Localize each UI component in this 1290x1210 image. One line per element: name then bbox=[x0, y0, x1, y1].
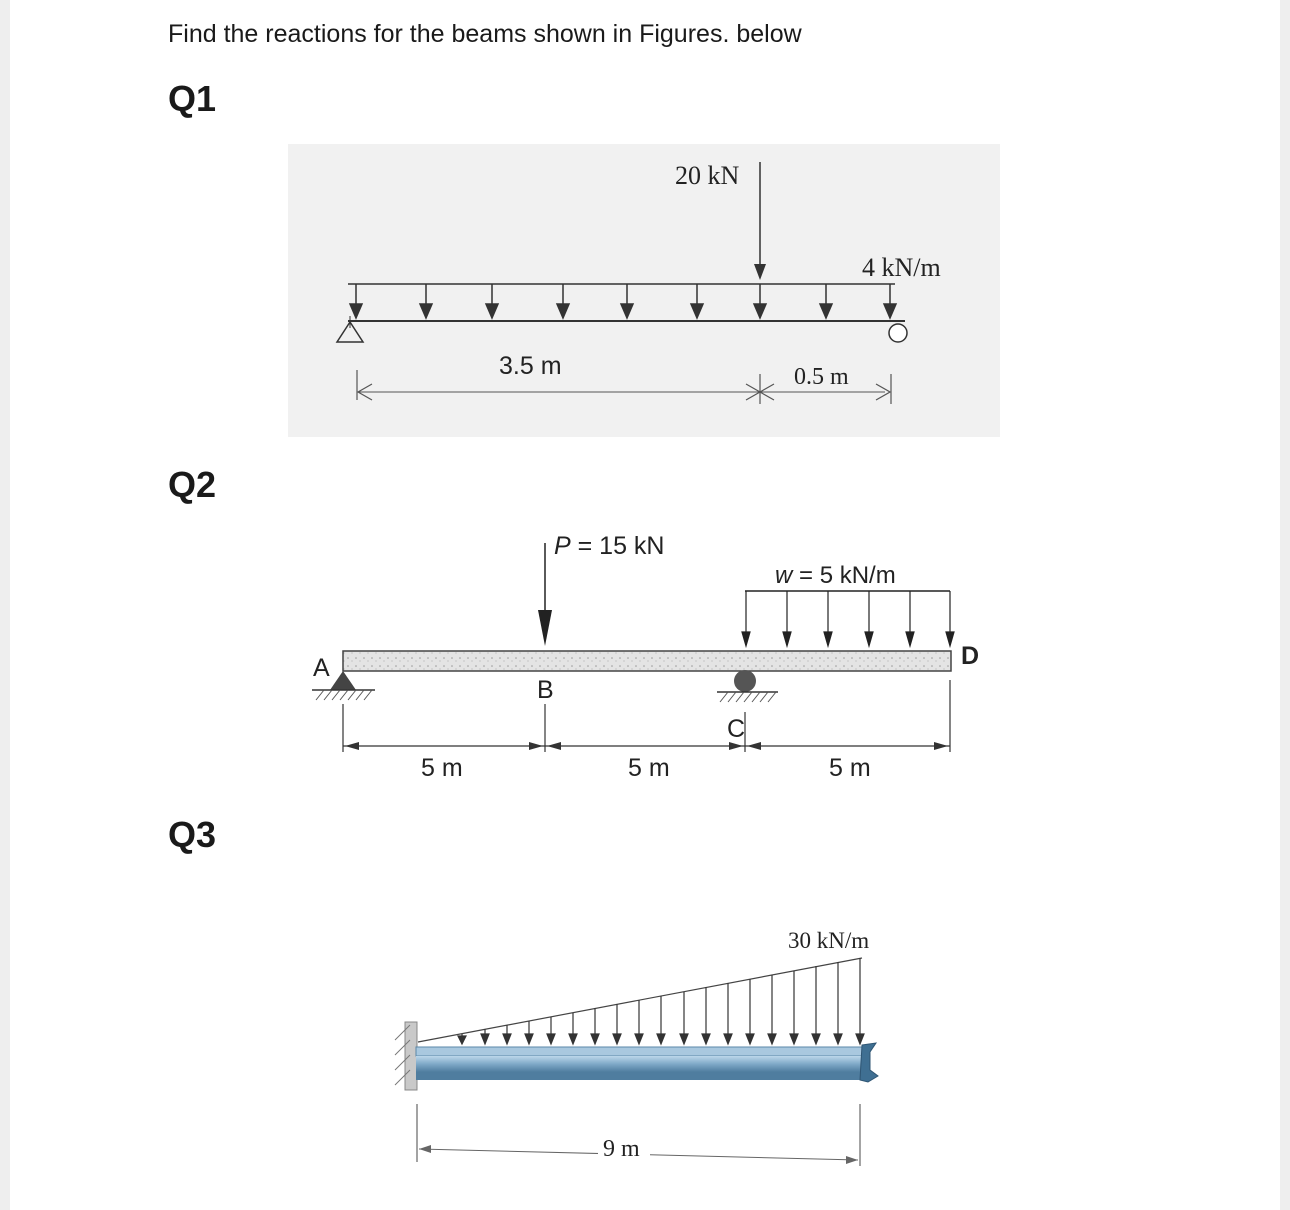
q1-point-load-label: 20 kN bbox=[675, 161, 740, 190]
q3-dim-arrow-right bbox=[846, 1156, 858, 1164]
q3-span-label: 9 m bbox=[603, 1136, 640, 1162]
q2-point-label-c: C bbox=[727, 715, 746, 743]
q3-distributed-load-arrows bbox=[458, 958, 864, 1044]
q3-beam-bottom-flange bbox=[416, 1072, 868, 1080]
q3-fixed-wall bbox=[405, 1022, 417, 1090]
q2-span-label-1: 5 m bbox=[421, 754, 463, 782]
q2-distributed-load-value: = 5 kN/m bbox=[792, 562, 896, 589]
document-page bbox=[10, 0, 1280, 1210]
q3-beam-web bbox=[416, 1056, 868, 1072]
q2-point-load-value: = 15 kN bbox=[570, 532, 665, 560]
q3-beam-figure bbox=[10, 0, 1280, 1210]
question-label-q3: Q3 bbox=[168, 814, 217, 855]
q3-dim-arrow-left bbox=[419, 1145, 431, 1153]
q1-distributed-load-label: 4 kN/m bbox=[862, 253, 941, 282]
q3-beam-top-flange bbox=[416, 1047, 868, 1056]
q2-point-label-b: B bbox=[537, 676, 554, 704]
q3-beam-end-section bbox=[860, 1043, 878, 1082]
question-label-q2: Q2 bbox=[168, 464, 217, 505]
q1-dim-left-label: 3.5 m bbox=[499, 352, 562, 380]
q2-span-label-2: 5 m bbox=[628, 754, 670, 782]
q2-distributed-load-symbol: w bbox=[775, 562, 793, 589]
q2-point-label-a: A bbox=[313, 654, 330, 682]
q3-max-load-label: 30 kN/m bbox=[788, 928, 870, 953]
q2-point-load-symbol: P bbox=[554, 532, 571, 560]
intro-text: Find the reactions for the beams shown in Figures. below bbox=[168, 20, 802, 48]
q1-dim-right-label: 0.5 m bbox=[794, 364, 849, 390]
q2-point-label-d: D bbox=[961, 642, 980, 670]
q2-span-label-3: 5 m bbox=[829, 754, 871, 782]
question-label-q1: Q1 bbox=[168, 78, 217, 119]
